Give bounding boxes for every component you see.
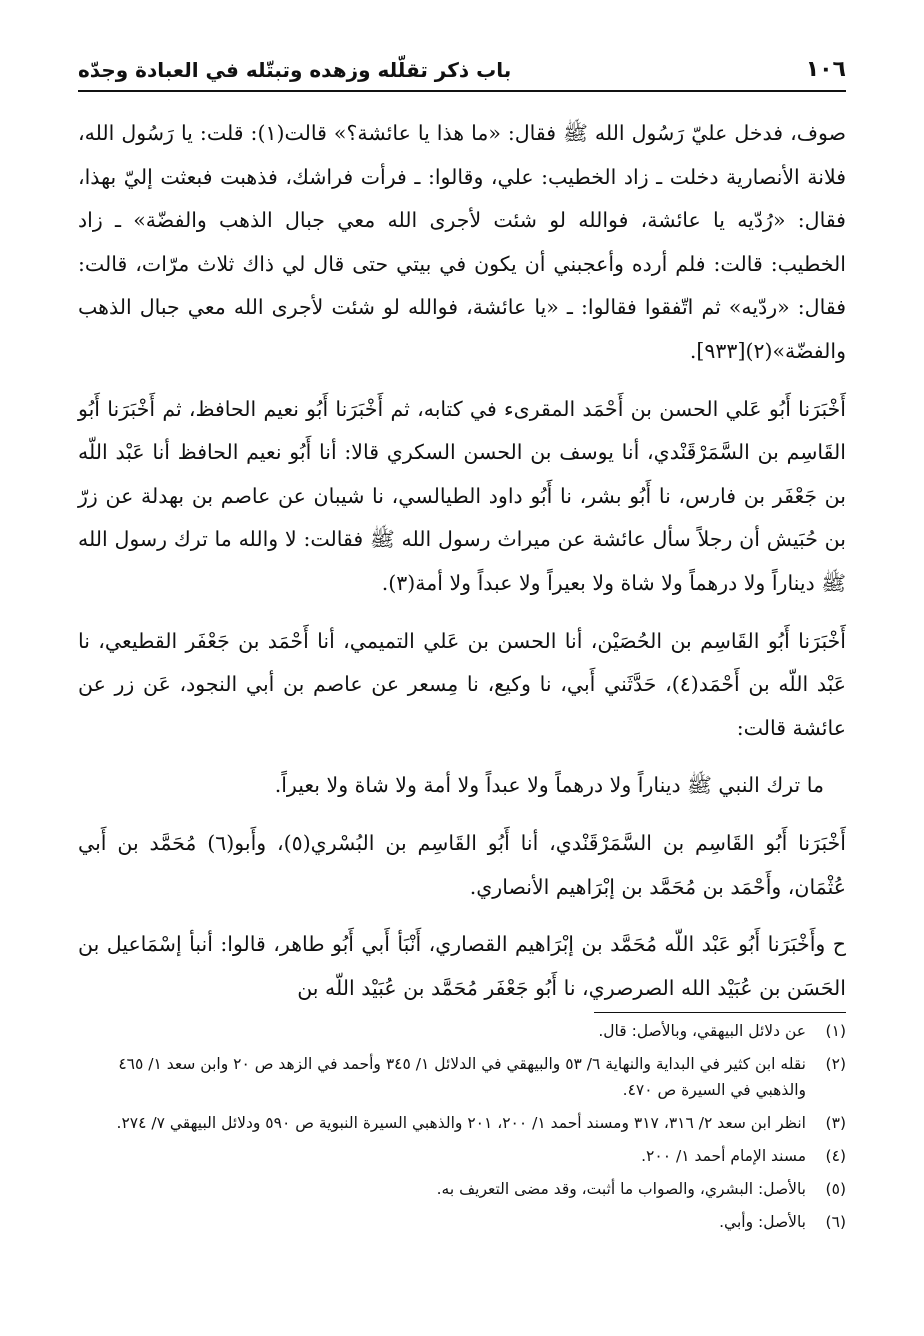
paragraph-quote: ما ترك النبي ﷺ ديناراً ولا درهماً ولا عبداً ولا أمة ولا شاة ولا بعيراً. (274, 773, 824, 798)
footnote (78, 1209, 846, 1235)
paragraph: ح وأَخْبَرَنا أَبُو عَبْد اللّه مُحَمَّد بن إبْرَاهيم القصاري، أَنْبَأ أَبي أَبُو طاهر، قالوا: أنبأ إسْمَاعيل بن الحَسَن بن عُبَيْد الله الصرصري، نا أَبُو جَعْفَر مُحَمَّد بن عُبَيْد اللّه بن (78, 932, 846, 1000)
running-title: باب ذكر تقلّله وزهده وتبتّله في العبادة وجدّه (78, 58, 512, 82)
page-header (78, 52, 846, 92)
paragraph: أَخْبَرَنا أَبُو عَلي الحسن بن أَحْمَد المقرىء في كتابه، ثم أَخْبَرَنا أَبُو نعيم الحافظ، ثم أَخْبَرَنا أَبُو القَاسِم بن السَّمَرْقَنْدي، أنا يوسف بن الحسن السكري قالا: أنا أَبُو نعيم الحافظ أنا عَبْد اللّه بن جَعْفَر بن فارس، نا أَبُو بشر، نا أَبُو داود الطيالسي، نا شيبان عن عاصم بن بهدلة عن زرّ بن حُبَيش أن رجلاً سأل عائشة عن ميراث رسول الله ﷺ فقالت: لا والله ما ترك رسول الله ﷺ ديناراً ولا درهماً ولا شاة ولا بعيراً ولا عبداً ولا أمة(٣). (78, 396, 846, 595)
footnote (78, 1143, 846, 1169)
footnote (78, 1051, 846, 1103)
footnote-number: (٤) (825, 1147, 846, 1165)
footnote-text: بالأصل: وأبي. (719, 1213, 806, 1231)
footnote-text: بالأصل: البشري، والصواب ما أثبت، وقد مضى التعريف به. (436, 1180, 806, 1198)
page-number: ١٠٦ (805, 57, 846, 82)
paragraph: أَخْبَرَنا أَبُو القَاسِم بن الحُصَيْن، أنا الحسن بن عَلي التميمي، أنا أَحْمَد بن جَعْفَر القطيعي، نا عَبْد اللّه بن أَحْمَد(٤)، حَدَّثَني أَبي، نا وكيع، نا مِسعر عن عاصم بن أبي النجود، عَن زر عن عائشة قالت: (78, 628, 846, 740)
footnote-number: (٦) (825, 1213, 846, 1231)
footnote-text: نقله ابن كثير في البداية والنهاية ٦/ ٥٣ والبيهقي في الدلائل ١/ ٣٤٥ وأحمد في الزهد ص ٢٠ وابن سعد ١/ ٤٦٥ والذهبي في السيرة ص ٤٧٠. (118, 1055, 806, 1099)
footnotes (78, 1018, 846, 1235)
footnote (78, 1110, 846, 1136)
footnote-text: مسند الإمام أحمد ١/ ٢٠٠. (641, 1147, 806, 1165)
footnote-number: (١) (825, 1022, 846, 1040)
footnote-number: (٥) (825, 1180, 846, 1198)
paragraph: صوف، فدخل عليّ رَسُول الله ﷺ فقال: «ما هذا يا عائشة؟» قالت(١): قلت: يا رَسُول الله، فلانة الأنصارية دخلت ـ زاد الخطيب: علي، وقالوا: ـ فرأت فراشك، فذهبت فبعثت إليّ بهذا، فقال: «رُدّيه يا عائشة، فوالله لو شئت لأجرى الله معي جبال الذهب والفضّة» ـ زاد الخطيب: قالت: فلم أرده وأعجبني أن يكون في بيتي حتى قال لي ذاك ثلاث مرّات، قالت: فقال: «ردّيه» ثم اتّفقوا فقالوا: ـ «يا عائشة، فوالله لو شئت لأجرى الله معي جبال الذهب والفضّة»(٢)[٩٣٣]. (78, 121, 846, 363)
footnote (78, 1176, 846, 1202)
main-text (78, 112, 846, 1010)
footnote-separator (594, 1012, 846, 1013)
paragraph: أَخْبَرَنا أَبُو القَاسِم بن السَّمَرْقَنْدي، أنا أَبُو القَاسِم بن البُسْري(٥)، وأَبو(٦) مُحَمَّد بن أَبي عُثْمَان، وأَحْمَد بن مُحَمَّد بن إبْرَاهيم الأنصاري. (78, 830, 846, 899)
footnote-text: عن دلائل البيهقي، وبالأصل: قال. (598, 1022, 806, 1040)
footnote-number: (٣) (825, 1114, 846, 1132)
footnote-number: (٢) (825, 1055, 846, 1073)
footnote (78, 1018, 846, 1044)
footnote-text: انظر ابن سعد ٢/ ٣١٦، ٣١٧ ومسند أحمد ١/ ٢٠٠، ٢٠١ والذهبي السيرة النبوية ص ٥٩٠ ودلائل البيهقي ٧/ ٢٧٤. (116, 1114, 806, 1132)
